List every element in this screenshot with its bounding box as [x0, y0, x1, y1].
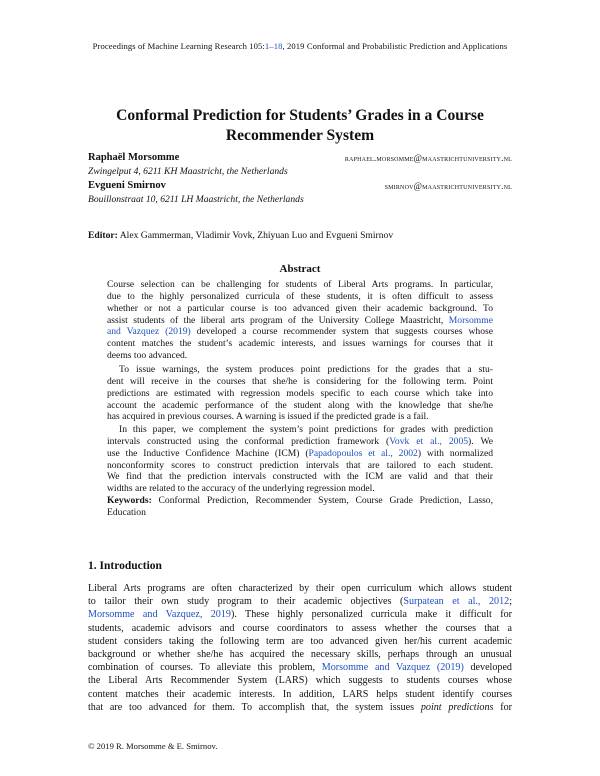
abstract-line — [107, 315, 493, 327]
introduction-paragraph — [88, 582, 512, 714]
abstract-line: has acquired in previous courses. A warning is issued if the predicted grade is a fail. — [107, 411, 429, 423]
keywords-line-2: Education — [107, 506, 146, 518]
abstract-text: assist students of the liberal arts program of the University College Maastricht, — [107, 314, 449, 326]
header-prefix: Proceedings of Machine Learning Research 105: — [92, 41, 265, 51]
abstract-line — [107, 436, 493, 448]
copyright-footer: © 2019 R. Morsomme & E. Smirnov. — [88, 741, 218, 751]
abstract-line: account the academic performance of the student along with the knowledge that she/he — [107, 399, 493, 411]
body-text: combination of courses. To alleviate this problem, — [88, 662, 322, 674]
header-suffix: , 2019 Conformal and Probabilistic Prediction and Applications — [282, 41, 508, 51]
abstract-line — [107, 448, 493, 460]
section-heading: 1. Introduction — [88, 560, 162, 572]
body-line — [88, 661, 512, 674]
body-text: developed — [463, 662, 512, 674]
body-text: that are too advanced for them. To accomplish that, the system issues — [88, 701, 421, 713]
abstract-paragraph-3 — [107, 424, 493, 519]
abstract-paragraph-1 — [107, 279, 493, 362]
abstract-line: To issue warnings, the system produces point predictions for the grades that a stu- — [119, 364, 493, 375]
body-line: content matches their academic interests. In addition, LARS helps student identify courses — [88, 688, 512, 700]
citation-link[interactable]: and Vazquez (2019) — [107, 326, 191, 338]
abstract-paragraph-2 — [107, 364, 493, 423]
abstract-heading: Abstract — [279, 263, 321, 275]
editor-label: Editor: — [88, 230, 118, 241]
abstract-line: whether or not a particular course is too advanced given their academic background. To — [107, 302, 493, 314]
running-header — [0, 41, 600, 51]
body-text: ; — [509, 596, 512, 608]
abstract-line — [107, 326, 493, 338]
abstract-line: Course selection can be challenging for students of Liberal Arts programs. In particular, — [107, 279, 493, 290]
abstract-line: We find that the prediction intervals constructed with the ICM are valid and that their — [107, 471, 493, 483]
abstract-line: deems too advanced. — [107, 350, 188, 362]
keywords-text: Conformal Prediction, Recommender System, Course Grade Prediction, Lasso, — [151, 495, 493, 507]
abstract-line: predictions are estimated with regression models specific to each course which take into — [107, 387, 493, 399]
body-line — [88, 595, 512, 608]
citation-link[interactable]: Morsomme and Vazquez, 2019 — [88, 609, 231, 621]
abstract-text: ) with normalized — [417, 447, 494, 459]
keywords-label: Keywords: — [107, 495, 152, 507]
body-line — [88, 701, 512, 714]
abstract-line: dent will receive in the courses that she/he is considering for the following term. Point — [107, 375, 493, 387]
abstract-line: nonconformity scores to construct prediction intervals that are tailored to each student. — [107, 459, 493, 471]
author-1-name: Raphaël Morsomme — [88, 152, 180, 163]
emphasis-text: point predictions — [420, 701, 494, 713]
editor-names: Alex Gammerman, Vladimir Vovk, Zhiyuan Luo and Evgueni Smirnov — [117, 230, 394, 241]
body-text: ). These highly personalized curricula make it difficult for — [230, 609, 512, 621]
keywords-line — [107, 495, 493, 507]
body-line: background or whether she/he has acquired the necessary skills, perhaps through an unusual — [88, 649, 512, 661]
title-line-2: Recommender System — [225, 127, 375, 144]
paper-title — [60, 106, 540, 146]
author-2-email: smirnov@maastrichtuniversity.nl — [384, 181, 512, 191]
abstract-text: ). We — [468, 435, 493, 447]
author-2-name: Evgueni Smirnov — [88, 180, 166, 191]
author-2-address: Bouillonstraat 10, 6211 LH Maastricht, the Netherlands — [88, 194, 304, 205]
body-text: for — [493, 701, 512, 713]
citation-link[interactable]: Morsomme and Vazquez (2019) — [321, 662, 464, 674]
abstract-text: developed a course recommender system that suggests courses whose — [190, 326, 493, 338]
body-line — [88, 608, 512, 621]
citation-link[interactable]: Surpatean et al., 2012 — [403, 596, 510, 608]
citation-link[interactable]: Morsomme — [448, 314, 493, 326]
abstract-text: use the Inductive Confidence Machine (ICM) ( — [107, 447, 309, 459]
citation-link[interactable]: Vovk et al., 2005 — [389, 435, 469, 447]
editor-line — [88, 230, 393, 241]
author-1-address: Zwingelput 4, 6211 KH Maastricht, the Netherlands — [88, 166, 288, 177]
abstract-line: due to the highly personalized curricula of these students, it is often difficult to assess — [107, 290, 493, 302]
body-line: Liberal Arts programs are often characterized by their open curriculum which allows student — [88, 583, 512, 594]
abstract-line: In this paper, we complement the system’s point predictions for grades with prediction — [119, 424, 493, 435]
citation-link[interactable]: Papadopoulos et al., 2002 — [308, 447, 418, 459]
abstract-line: widths are related to the accuracy of the underlying regression model. — [107, 483, 375, 495]
abstract-line: content matches the student’s academic interests, and issues warnings for courses that it — [107, 338, 493, 350]
body-line: the Liberal Arts Recommender System (LARS) which suggests to students courses whose — [88, 675, 512, 687]
author-1-email: raphael.morsomme@maastrichtuniversity.nl — [344, 153, 512, 163]
title-line-1: Conformal Prediction for Students’ Grades in a Course — [116, 107, 484, 124]
body-line: students, academic advisors and course coordinators to assess whether the courses that a — [88, 622, 512, 634]
abstract-text: intervals constructed using the conformal prediction framework ( — [107, 435, 390, 447]
header-pages-link[interactable]: 1–18 — [264, 41, 283, 51]
body-text: to tailor their own study program to their academic objectives ( — [88, 596, 404, 608]
body-line: student considers taking the following term are too advanced given her/his current academic — [88, 635, 512, 647]
